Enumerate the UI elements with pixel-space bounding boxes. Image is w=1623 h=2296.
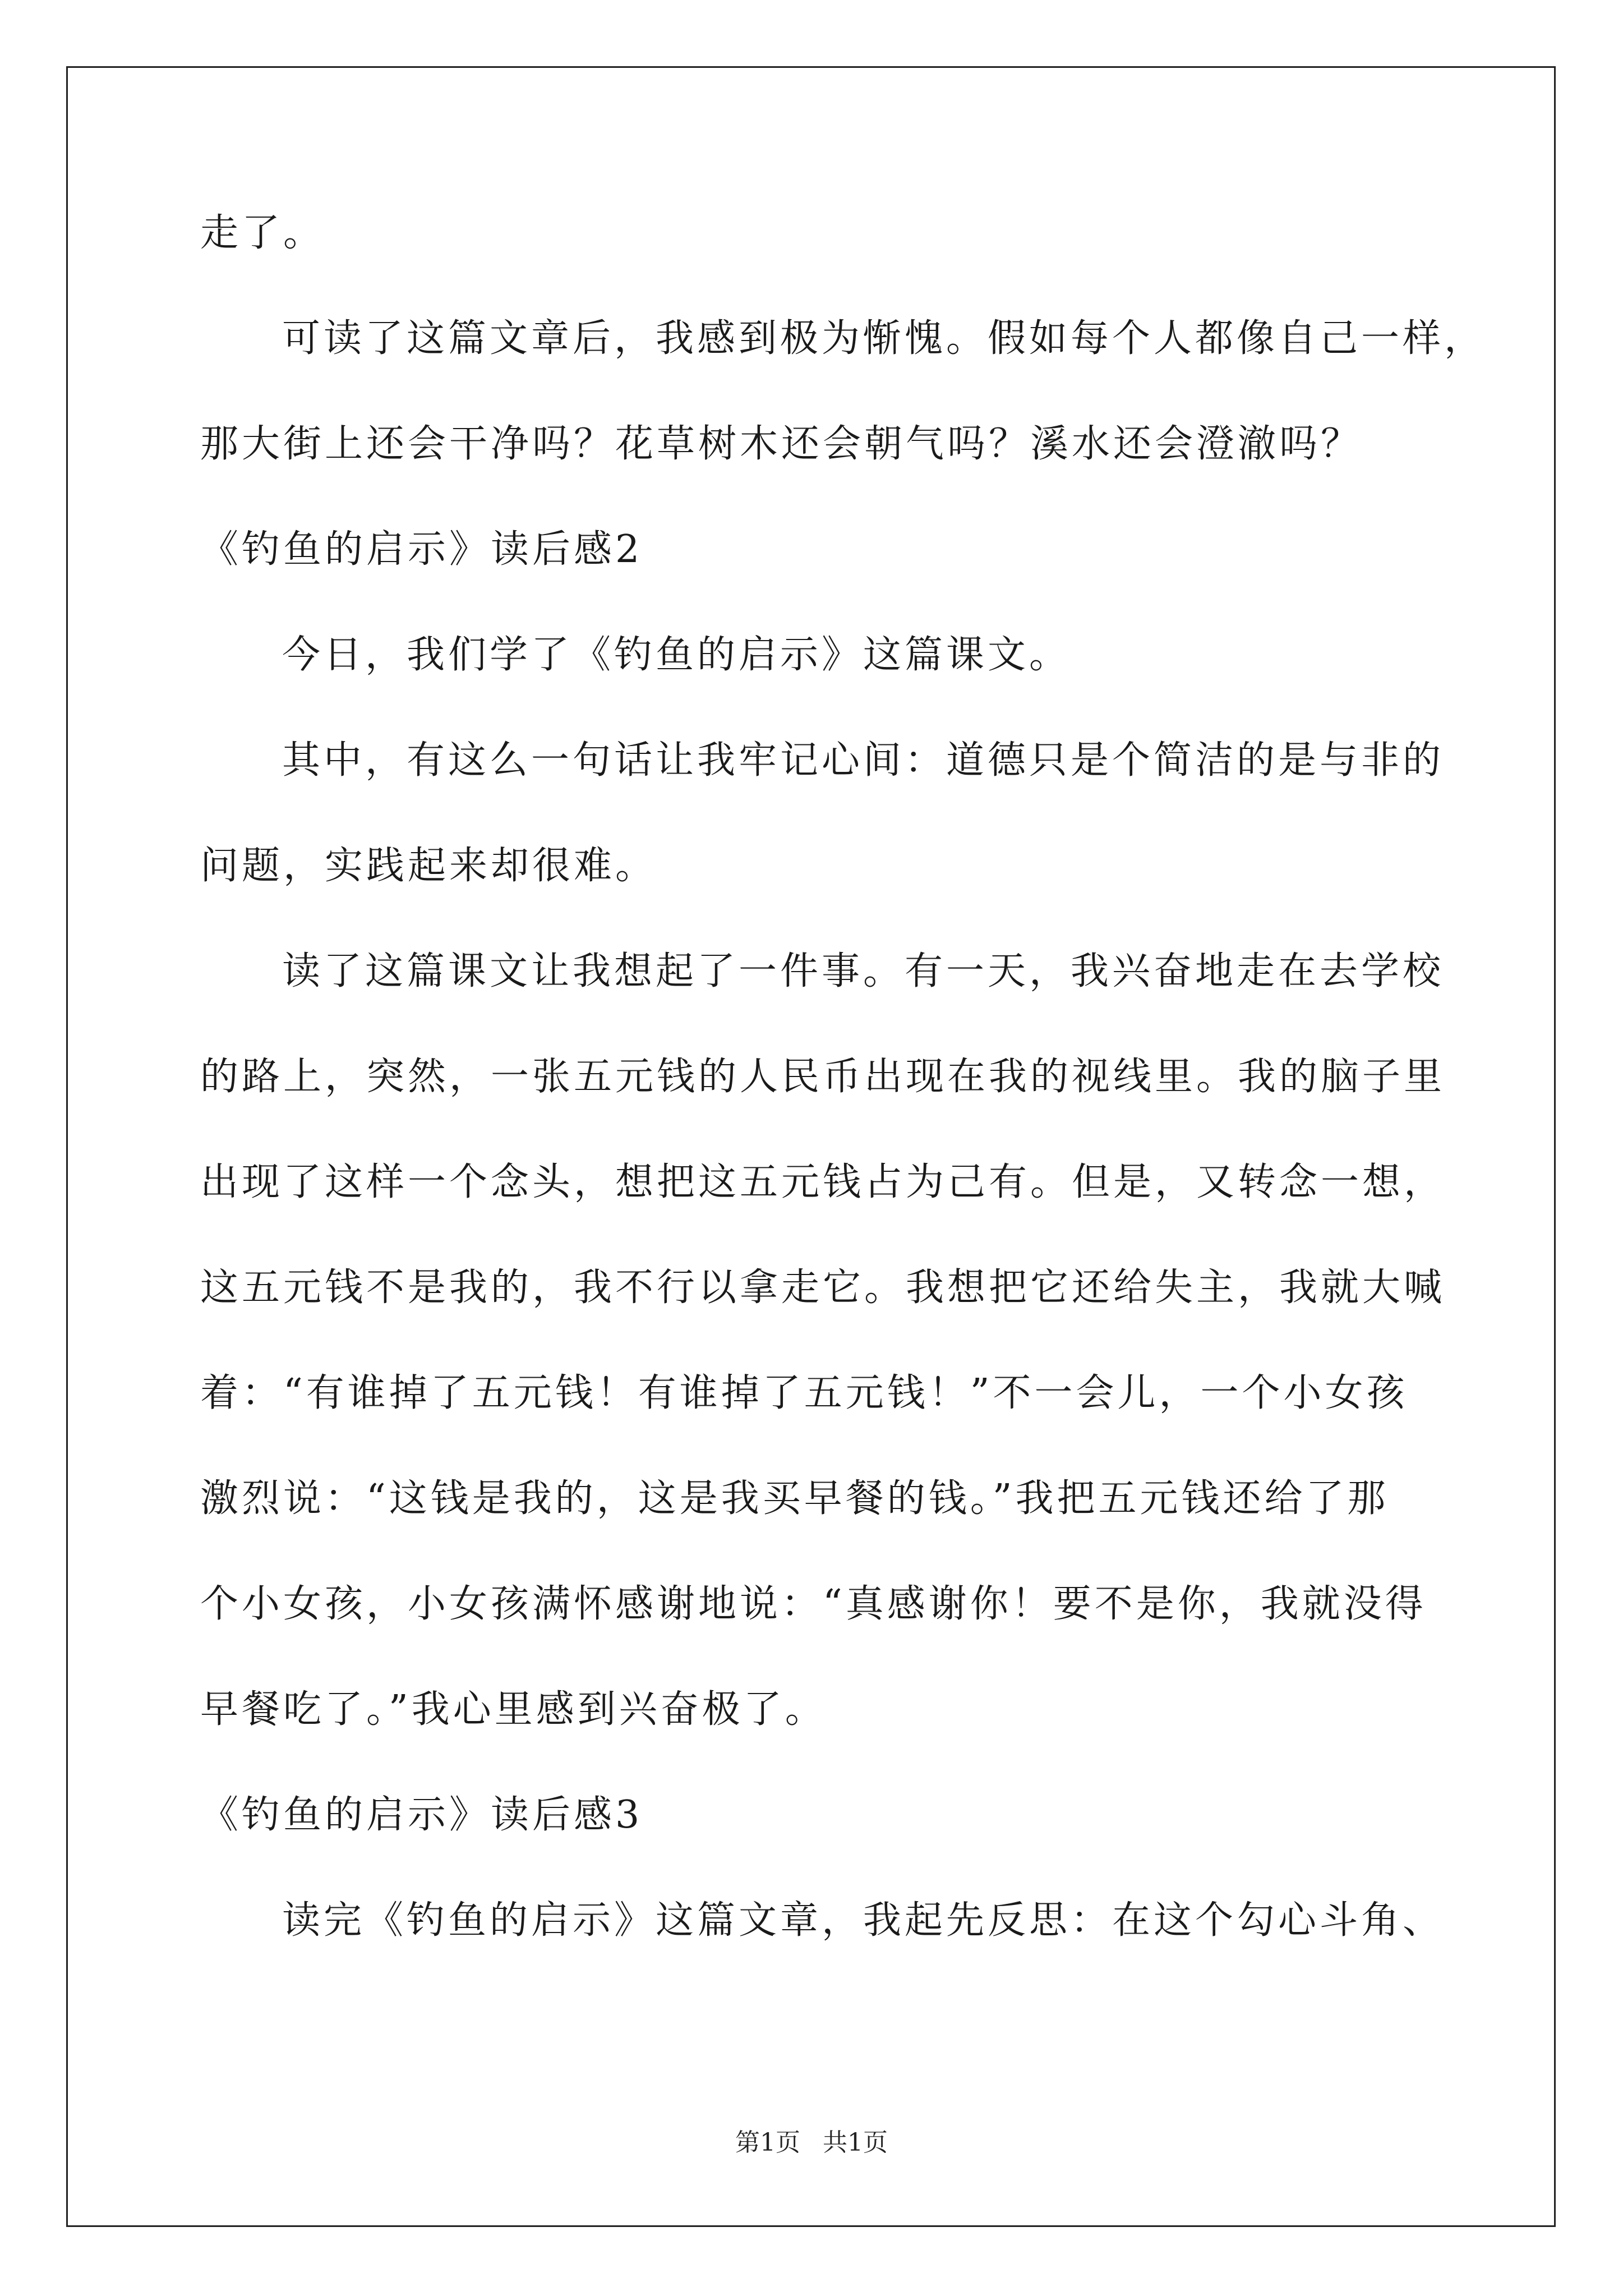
page-number: 第1页 [735,2128,800,2157]
text-line: 个小女孩，小女孩满怀感谢地说：“真感谢你！要不是你，我就没得 [200,1582,1427,1626]
text-line: 激烈说：“这钱是我的，这是我买早餐的钱。”我把五元钱还给了那 [200,1476,1389,1521]
text-line: 早餐吃了。”我心里感到兴奋极了。 [200,1687,827,1732]
text-line: 那大街上还会干净吗？花草树木还会朝气吗？溪水还会澄澈吗？ [200,422,1363,466]
page-footer [0,2127,1623,2159]
text-line: 的路上，突然，一张五元钱的人民币出现在我的视线里。我的脑子里 [200,1055,1446,1099]
section-heading: 《钓鱼的启示》读后感2 [200,527,643,572]
text-line: 问题，实践起来却很难。 [200,844,657,888]
section-heading: 《钓鱼的启示》读后感3 [200,1793,643,1837]
paragraph-line: 可读了这篇文章后，我感到极为惭愧。假如每个人都像自己一样， [282,316,1486,361]
paragraph-line: 读完《钓鱼的启示》这篇文章，我起先反思：在这个勾心斗角、 [282,1898,1445,1943]
text-line: 出现了这样一个念头，想把这五元钱占为己有。但是，又转念一想， [200,1160,1446,1204]
text-line: 着：“有谁掉了五元钱！有谁掉了五元钱！”不一会儿，一个小女孩 [200,1371,1408,1415]
paragraph-line: 今日，我们学了《钓鱼的启示》这篇课文。 [282,633,1071,677]
paragraph-line: 读了这篇课文让我想起了一件事。有一天，我兴奋地走在去学校 [282,949,1445,993]
text-line: 走了。 [200,211,325,255]
paragraph-line: 其中，有这么一句话让我牢记心间：道德只是个简洁的是与非的 [282,738,1445,783]
page-total: 共1页 [823,2128,888,2157]
text-line: 这五元钱不是我的，我不行以拿走它。我想把它还给失主，我就大喊 [200,1266,1446,1310]
